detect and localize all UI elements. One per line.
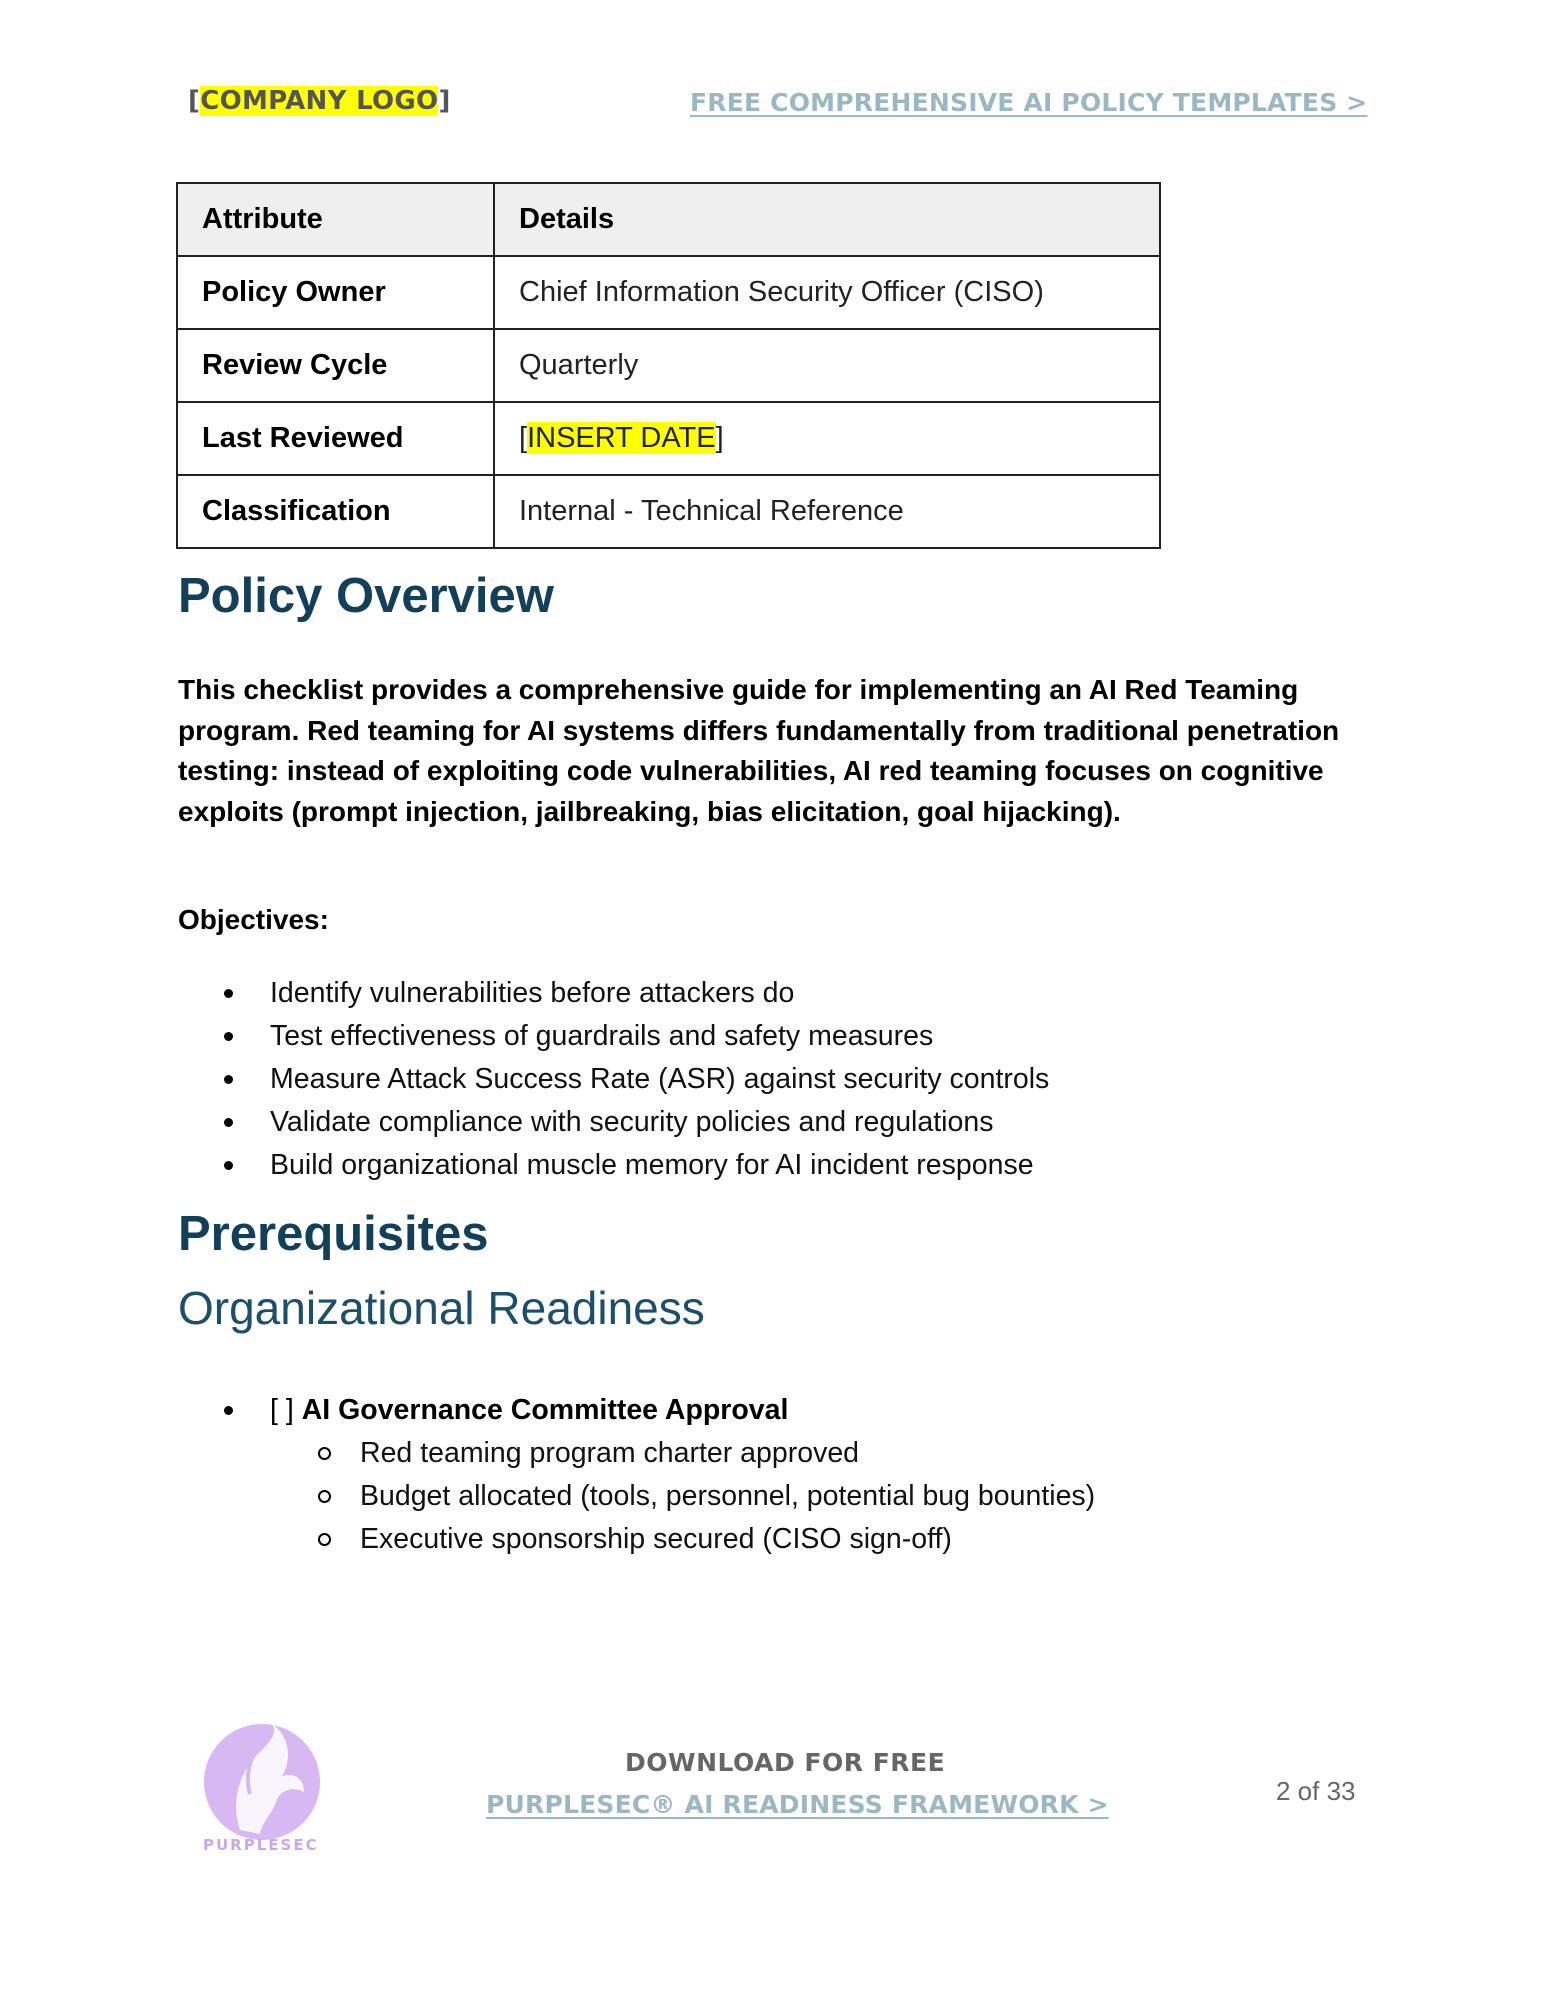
list-item-text: Test effectiveness of guardrails and safety measures [270,1020,934,1052]
company-logo-text: COMPANY LOGO [200,86,439,116]
policy-templates-link[interactable]: FREE COMPREHENSIVE AI POLICY TEMPLATES > [690,88,1368,117]
bracket: ] [715,422,724,454]
table-row [177,402,1160,475]
bullet-icon [224,1406,233,1415]
bracket: [ [188,86,201,116]
list-item-text: Budget allocated (tools, personnel, potential bug bounties) [360,1480,1096,1512]
list-item-text: Measure Attack Success Rate (ASR) against security controls [270,1063,1050,1095]
download-label: DOWNLOAD FOR FREE [625,1748,946,1777]
bracket: [ [519,422,528,454]
policy-overview-heading: Policy Overview [178,569,554,623]
circle-bullet-icon [318,1533,331,1546]
table-header-cell: Attribute [177,183,494,256]
attribute-cell: Last Reviewed [177,402,494,475]
bullet-icon [224,1118,233,1127]
sub-item-list [270,1432,1095,1561]
details-cell: Chief Information Security Officer (CISO) [494,256,1160,329]
insert-date-placeholder: INSERT DATE [527,422,716,454]
list-item [178,972,1049,1015]
overview-paragraph: This checklist provides a comprehensive guide for implementing an AI Red Teaming program. Red teaming for AI systems differs fundamentally from traditional penetration testing: instead of exploiting code vulnerabilities, AI red teaming focuses on cognitive exploits (prompt injection, jailbreaking, bias elicitation, goal hijacking). [178,674,1340,827]
list-item-text: Build organizational muscle memory for AI incident response [270,1149,1034,1181]
list-item [270,1432,1095,1475]
details-cell: Quarterly [494,329,1160,402]
page-number: 2 of 33 [1276,1776,1356,1806]
bracket: ] [438,86,451,116]
table-row [177,329,1160,402]
objectives-list [178,972,1049,1187]
details-cell [494,402,1160,475]
objectives-label: Objectives: [178,904,329,935]
list-item-text: Red teaming program charter approved [360,1437,860,1469]
table-row [177,475,1160,548]
list-item [178,1058,1049,1101]
circle-bullet-icon [318,1447,331,1460]
purplesec-logo-text: PURPLESEC [203,1836,319,1854]
company-logo-placeholder [188,86,451,116]
bullet-icon [224,1161,233,1170]
list-item [270,1518,1095,1561]
checklist-item [178,1389,788,1432]
bullet-icon [224,1075,233,1084]
list-item-text: Identify vulnerabilities before attackers do [270,977,795,1009]
list-item-text: Executive sponsorship secured (CISO sign-off) [360,1523,952,1555]
list-item [270,1475,1095,1518]
attribute-cell: Classification [177,475,494,548]
organizational-readiness-heading: Organizational Readiness [178,1282,705,1334]
attribute-table [176,182,1161,549]
table-row [177,256,1160,329]
list-item [178,1015,1049,1058]
bullet-icon [224,989,233,998]
checklist-item-title: AI Governance Committee Approval [301,1394,789,1426]
list-item [178,1144,1049,1187]
list-item [178,1101,1049,1144]
checkbox-placeholder: [ ] [270,1394,294,1426]
circle-bullet-icon [318,1490,331,1503]
readiness-framework-link[interactable]: PURPLESEC® AI READINESS FRAMEWORK > [486,1790,1109,1819]
table-header-cell: Details [494,183,1160,256]
list-item-text: Validate compliance with security policies and regulations [270,1106,994,1138]
prerequisites-heading: Prerequisites [178,1207,489,1261]
table-header-row [177,183,1160,256]
attribute-cell: Policy Owner [177,256,494,329]
bullet-icon [224,1032,233,1041]
details-cell: Internal - Technical Reference [494,475,1160,548]
attribute-cell: Review Cycle [177,329,494,402]
